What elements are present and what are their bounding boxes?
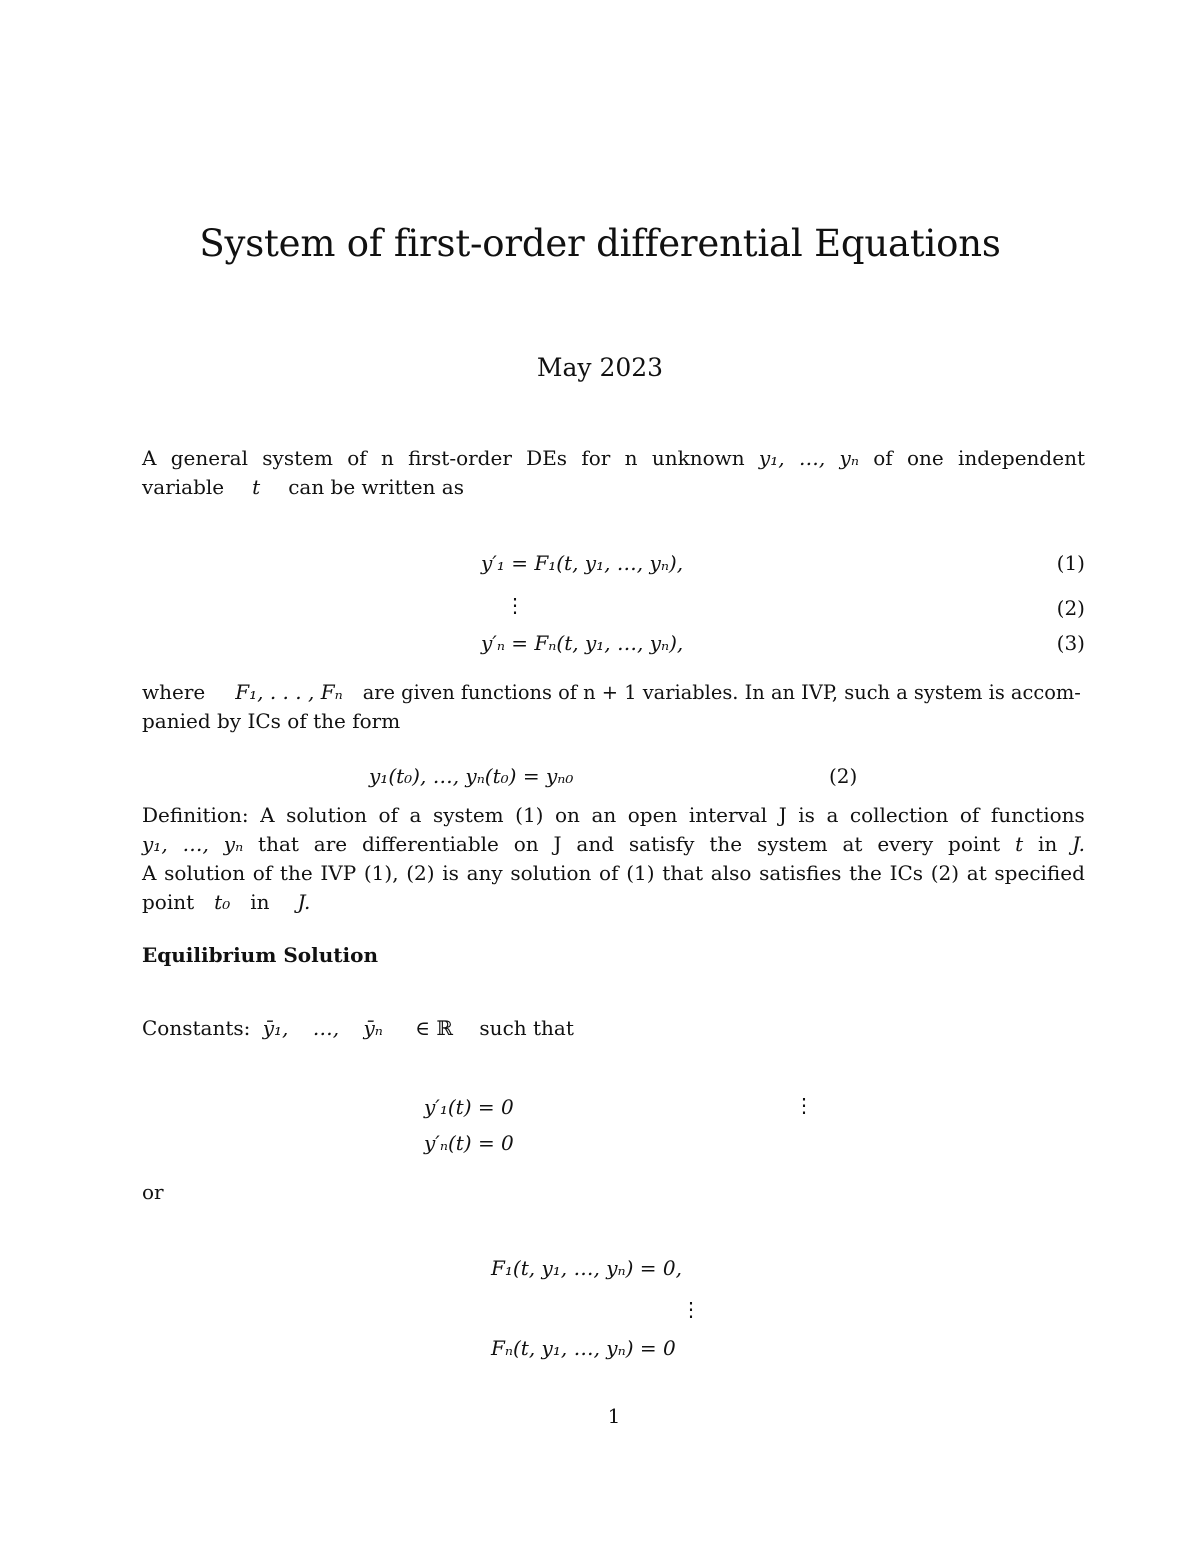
def-word: that (258, 832, 299, 856)
equation-number-2: (2) (1056, 596, 1085, 620)
def-word: the (709, 832, 743, 856)
def-word: (1) (515, 803, 544, 827)
intro-word: of (347, 446, 367, 470)
intro-math: y₁, (758, 446, 785, 470)
page-number: 1 (607, 1404, 621, 1428)
intro-word: can be written as (288, 475, 464, 499)
intro-line-1 (142, 444, 1085, 473)
definition-line-2 (142, 830, 1085, 859)
def-math: t₀ (214, 890, 231, 914)
def-word: (2) (406, 861, 435, 885)
derivative-equation-2: y′ₙ(t) = 0 (424, 1131, 514, 1155)
intro-paragraph (142, 444, 1085, 502)
def-word: system (756, 832, 828, 856)
intro-math: t (252, 475, 261, 499)
f-equation-1: F₁(t, y₁, …, yₙ) = 0, (491, 1256, 682, 1280)
intro-line-2 (142, 473, 1085, 502)
definition-paragraph (142, 801, 1085, 917)
def-word: an (591, 803, 617, 827)
def-word: is (798, 803, 815, 827)
intro-word: system (262, 446, 333, 470)
intro-word: one (906, 446, 944, 470)
intro-word: unknown (651, 446, 745, 470)
def-word: of (959, 803, 980, 827)
def-word: on (555, 803, 580, 827)
def-word: satisfies (759, 861, 842, 885)
def-word: the (849, 861, 882, 885)
constants-label: Constants: (142, 1016, 251, 1040)
derivative-vdots: ⋮ (794, 1093, 814, 1117)
f-equation-2: Fₙ(t, y₁, …, yₙ) = 0 (491, 1336, 676, 1360)
def-word: are (313, 832, 348, 856)
def-word: at (842, 832, 863, 856)
def-word: that (662, 861, 704, 885)
def-word: solution (164, 861, 246, 885)
constants-math: ∈ ℝ (415, 1016, 454, 1040)
intro-word: of (873, 446, 893, 470)
def-math: t (1015, 832, 1024, 856)
where-paragraph (142, 678, 1085, 736)
def-word: any (466, 861, 503, 885)
def-word: Definition: (142, 803, 249, 827)
intro-word: independent (958, 446, 1085, 470)
def-word: point (948, 832, 1001, 856)
derivative-equation-1: y′₁(t) = 0 (424, 1095, 514, 1119)
intro-math: yₙ (839, 446, 859, 470)
def-word: (1), (363, 861, 399, 885)
def-word: the (279, 861, 313, 885)
constants-math: …, (312, 1016, 340, 1040)
intro-word: variable (142, 475, 225, 499)
def-word: collection (849, 803, 949, 827)
def-word: in (1037, 832, 1058, 856)
intro-word: n (624, 446, 638, 470)
def-word: satisfy (628, 832, 695, 856)
def-word: is (442, 861, 459, 885)
def-word: system (432, 803, 504, 827)
system-equation-1: y′₁ = F₁(t, y₁, …, yₙ), (481, 551, 684, 575)
def-word: ICs (889, 861, 924, 885)
where-word: where (142, 680, 206, 704)
intro-math: …, (798, 446, 826, 470)
system-equation-3: y′ₙ = Fₙ(t, y₁, …, yₙ), (481, 631, 684, 655)
constants-text: such that (479, 1016, 574, 1040)
where-math: F₁, . . . , Fₙ (235, 680, 343, 704)
section-heading: Equilibrium Solution (142, 943, 378, 967)
def-word: of (378, 803, 398, 827)
ic-equation: y₁(t₀), …, yₙ(t₀) = yₙ₀ (369, 764, 574, 788)
def-word: differentiable (361, 832, 499, 856)
def-math: yₙ (223, 832, 244, 856)
def-word: open (627, 803, 678, 827)
where-text: are given functions of n + 1 variables. In an IVP, such a system is accom- (362, 681, 1081, 704)
def-word: a (826, 803, 839, 827)
intro-word: for (581, 446, 611, 470)
date: May 2023 (536, 353, 664, 382)
def-word: J (553, 832, 562, 856)
f-vdots: ⋮ (681, 1297, 701, 1321)
definition-line-3 (142, 859, 1085, 888)
def-word: in (250, 890, 270, 914)
ic-equation-number: (2) (829, 764, 858, 788)
def-word: J (778, 803, 787, 827)
def-word: every (877, 832, 934, 856)
intro-word: DEs (526, 446, 568, 470)
system-vdots: ⋮ (505, 593, 525, 617)
intro-word: general (170, 446, 248, 470)
equation-number-3: (3) (1056, 631, 1085, 655)
def-math: y₁, (142, 832, 168, 856)
def-word: functions (990, 803, 1085, 827)
intro-word: first-order (408, 446, 512, 470)
definition-line-4 (142, 888, 1085, 917)
def-word: solution (286, 803, 368, 827)
or-text: or (142, 1180, 164, 1204)
def-word: of (599, 861, 619, 885)
definition-line-1 (142, 801, 1085, 830)
def-word: at (966, 861, 987, 885)
def-word: point (142, 890, 195, 914)
def-word: (2) (930, 861, 960, 885)
equation-number-1: (1) (1056, 551, 1085, 575)
def-word: a (409, 803, 422, 827)
where-line-2 (142, 707, 1085, 736)
def-word: on (513, 832, 539, 856)
intro-word: A (142, 446, 157, 470)
page-title: System of first-order differential Equations (199, 222, 1001, 265)
where-line-1 (142, 678, 1085, 707)
where-text: panied by ICs of the form (142, 709, 401, 733)
def-word: and (576, 832, 615, 856)
def-word: of (252, 861, 273, 885)
constants-math: ȳ₁, (262, 1016, 289, 1040)
intro-word: n (380, 446, 394, 470)
def-word: (1) (626, 861, 655, 885)
def-word: specified (994, 861, 1085, 885)
constants-math: ȳₙ (363, 1016, 383, 1040)
constants-line (142, 1016, 574, 1040)
def-math: …, (182, 832, 209, 856)
def-word: IVP (320, 861, 357, 885)
def-word: solution (510, 861, 592, 885)
def-word: A (260, 803, 275, 827)
def-word: interval (688, 803, 768, 827)
def-math: J. (297, 890, 311, 914)
def-word: A (142, 861, 157, 885)
def-word: also (710, 861, 752, 885)
def-math: J. (1072, 832, 1085, 856)
